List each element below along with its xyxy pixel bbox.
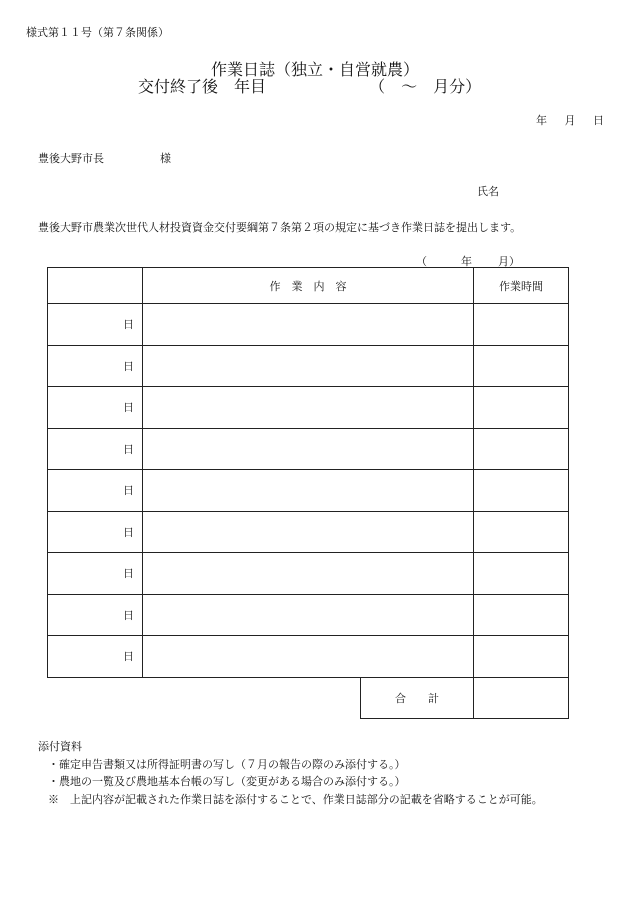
day-cell[interactable]: 日 xyxy=(48,428,143,470)
attachments-note: ※ 上記内容が記載された作業日誌を添付することで、作業日誌部分の記載を省略することが可能。 xyxy=(48,793,543,806)
total-label: 合 計 xyxy=(360,678,473,719)
header-hours: 作業時間 xyxy=(474,268,569,304)
work-content-cell[interactable] xyxy=(143,345,474,387)
table-row xyxy=(48,511,569,553)
work-hours-cell[interactable] xyxy=(474,304,569,346)
addressee-honorific: 様 xyxy=(160,152,171,165)
day-cell[interactable]: 日 xyxy=(48,553,143,595)
total-spacer xyxy=(48,677,143,719)
day-cell[interactable]: 日 xyxy=(48,511,143,553)
work-hours-cell[interactable] xyxy=(474,387,569,429)
submission-date xyxy=(522,112,604,128)
work-content-cell[interactable] xyxy=(143,553,474,595)
form-number: 様式第１１号（第７条関係） xyxy=(26,26,169,39)
header-day xyxy=(48,268,143,304)
work-hours-cell[interactable] xyxy=(474,636,569,678)
work-log-table xyxy=(47,267,569,719)
work-hours-cell[interactable] xyxy=(474,511,569,553)
table-row xyxy=(48,428,569,470)
work-hours-cell[interactable] xyxy=(474,345,569,387)
work-content-cell[interactable] xyxy=(143,636,474,678)
date-day: 日 xyxy=(593,114,604,127)
work-hours-cell[interactable] xyxy=(474,594,569,636)
addressee xyxy=(38,150,171,166)
subtitle-month-range: （ ～ 月分） xyxy=(369,77,482,96)
document-title: 作業日誌（独立・自営就農） xyxy=(210,60,419,79)
work-content-cell[interactable] xyxy=(143,594,474,636)
table-row xyxy=(48,387,569,429)
table-row xyxy=(48,470,569,512)
day-cell[interactable]: 日 xyxy=(48,387,143,429)
work-content-cell[interactable] xyxy=(143,387,474,429)
day-cell[interactable]: 日 xyxy=(48,470,143,512)
work-hours-cell[interactable] xyxy=(474,428,569,470)
attachment-item: ・農地の一覧及び農地基本台帳の写し（変更がある場合のみ添付する。） xyxy=(48,775,406,788)
work-content-cell[interactable] xyxy=(143,304,474,346)
total-hours-cell[interactable] xyxy=(474,677,569,719)
day-cell[interactable]: 日 xyxy=(48,594,143,636)
table-row xyxy=(48,594,569,636)
table-row xyxy=(48,304,569,346)
addressee-name: 豊後大野市長 xyxy=(38,152,104,165)
day-cell[interactable]: 日 xyxy=(48,345,143,387)
total-label-wrapper xyxy=(143,677,474,719)
subtitle-year-count: 交付終了後 年目 xyxy=(138,77,267,96)
day-cell[interactable]: 日 xyxy=(48,636,143,678)
day-cell[interactable]: 日 xyxy=(48,304,143,346)
date-month: 月 xyxy=(564,114,576,127)
attachments-title: 添付資料 xyxy=(38,740,82,753)
submission-statement: 豊後大野市農業次世代人材投資資金交付要綱第７条第２項の規定に基づき作業日誌を提出します。 xyxy=(38,221,522,234)
table-row xyxy=(48,345,569,387)
table-row xyxy=(48,636,569,678)
document-subtitle xyxy=(138,74,481,97)
attachment-item: ・確定申告書類又は所得証明書の写し（７月の報告の際のみ添付する。） xyxy=(48,758,406,771)
work-content-cell[interactable] xyxy=(143,428,474,470)
applicant-name-label: 氏名 xyxy=(477,185,499,198)
table-total-row xyxy=(48,677,569,719)
period-year: 年 xyxy=(461,255,472,268)
work-hours-cell[interactable] xyxy=(474,470,569,512)
work-content-cell[interactable] xyxy=(143,470,474,512)
work-hours-cell[interactable] xyxy=(474,553,569,595)
table-row xyxy=(48,553,569,595)
work-content-cell[interactable] xyxy=(143,511,474,553)
table-header-row xyxy=(48,268,569,304)
date-year: 年 xyxy=(536,114,547,127)
header-content: 作 業 内 容 xyxy=(143,268,474,304)
period-open: （ xyxy=(416,255,427,268)
period-month: 月） xyxy=(498,255,520,268)
